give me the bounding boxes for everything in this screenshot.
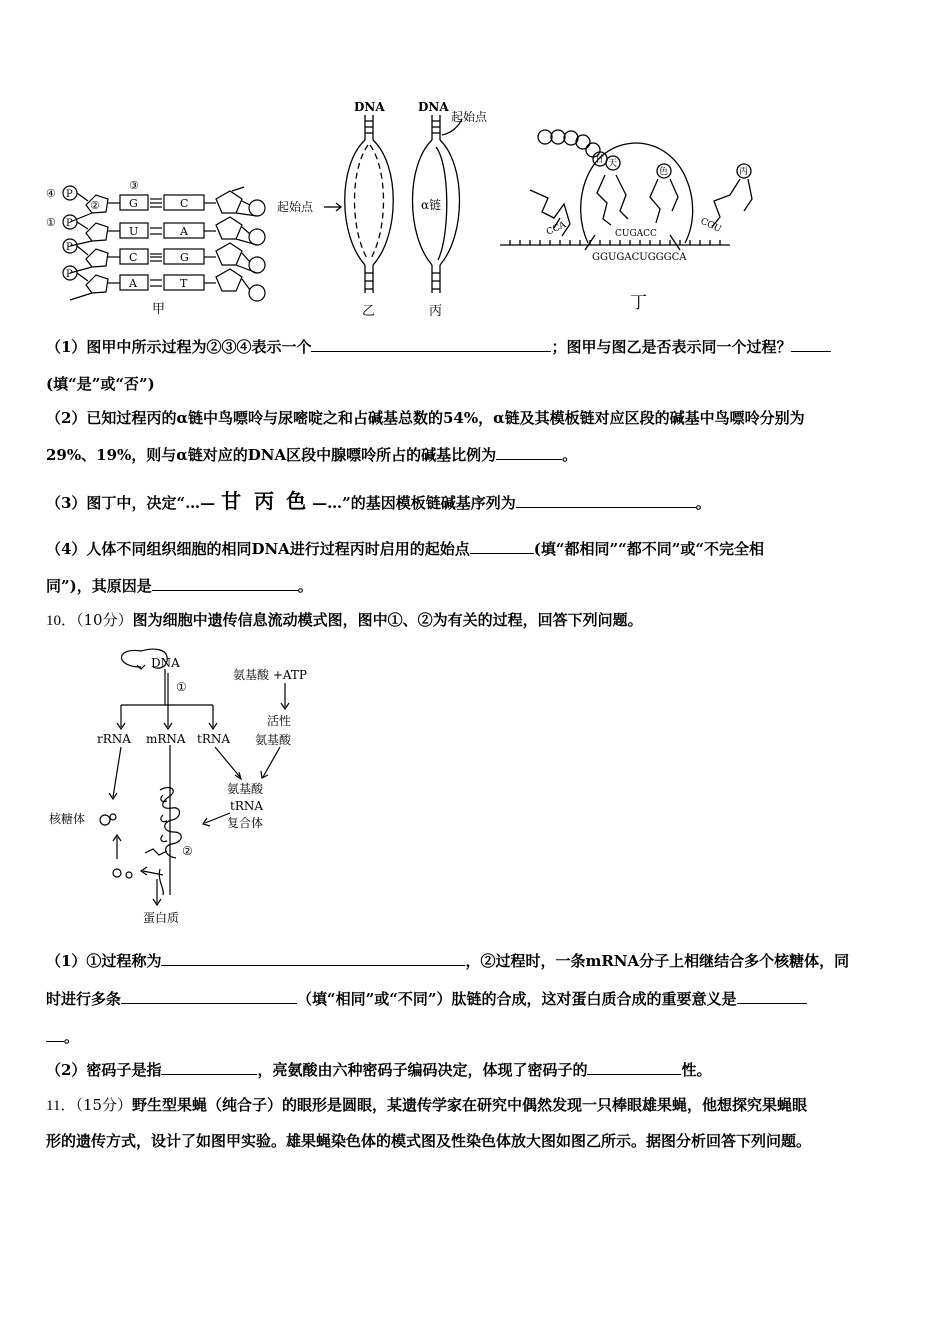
right-base: G	[180, 251, 189, 264]
q10-part1-cont: 时进行多条 （填“相同”或“不同”）肽链的合成，这对蛋白质合成的重要意义是	[46, 988, 910, 1010]
yi-dna-label: DNA	[354, 100, 385, 114]
right-base: A	[180, 225, 188, 238]
q9-part1-note: (填“是”或“否”)	[46, 375, 155, 393]
q10-rrna-label: rRNA	[97, 732, 131, 746]
ding-aa-ala: 丙	[739, 167, 749, 177]
sugar-number-label: ②	[90, 199, 100, 212]
caption-ding: 丁	[630, 293, 647, 313]
answer-blank[interactable]	[516, 493, 696, 508]
aa-gly-glyph: 甘	[221, 489, 243, 513]
ding-anticodon: CUGACC	[615, 229, 657, 239]
figure-yi	[324, 115, 393, 293]
left-base: U	[129, 225, 139, 238]
caption-jia: 甲	[152, 302, 166, 317]
q10-stem: 10．（10分）图为细胞中遗传信息流动模式图，图中①、②为有关的过程，回答下列问题。	[46, 611, 643, 629]
aa-trp-glyph: 色	[286, 489, 307, 513]
q10-mrna-label: mRNA	[146, 732, 186, 746]
q10-active-aa-label: 氨基酸	[255, 733, 292, 747]
q10-complex-label: 复合体	[227, 816, 264, 830]
q10-part1-end: 。	[46, 1026, 910, 1048]
caption-yi: 乙	[362, 304, 376, 319]
q9-part4: （4）人体不同组织细胞的相同DNA进行过程丙时启用的起始点 (填“都相同”“都不同”或“不完全相	[46, 540, 765, 558]
yi-origin-label: 起始点	[277, 200, 314, 214]
left-base: A	[129, 277, 137, 290]
answer-blank[interactable]	[161, 951, 465, 966]
figure-top	[40, 95, 749, 325]
phosphate-label: P	[66, 218, 73, 229]
q10-step2-label: ②	[182, 844, 193, 858]
answer-blank[interactable]	[737, 989, 807, 1004]
phosphate-label: P	[66, 269, 73, 280]
left-base: G	[129, 197, 138, 210]
q11-stem: 11．（15分）野生型果蝇（纯合子）的眼形是圆眼，某遗传学家在研究中偶然发现一只棒眼雄果蝇，他想探究果蝇眼	[46, 1096, 808, 1114]
answer-blank[interactable]	[152, 576, 298, 591]
aa-ala-glyph: 丙	[254, 489, 275, 513]
answer-blank[interactable]	[587, 1060, 681, 1075]
answer-blank[interactable]	[470, 539, 534, 554]
phosphate-label: P	[66, 189, 73, 200]
bing-alpha-label: α链	[421, 198, 442, 212]
ding-trna-right: CGU	[698, 216, 723, 235]
q10-part2: （2）密码子是指 ，亮氨酸由六种密码子编码决定，体现了密码子的 性。	[46, 1061, 712, 1079]
marker-1: ①	[46, 216, 56, 229]
answer-blank[interactable]	[496, 445, 562, 460]
ding-aa-gly: 甘	[595, 155, 605, 165]
ding-mrna: GGUGACUGGGCA	[592, 252, 687, 263]
q10-dna-label: DNA	[151, 656, 180, 670]
ding-aa-asp: 天	[608, 159, 618, 169]
q10-active-aa-label: 活性	[267, 714, 292, 728]
marker-4: ④	[46, 187, 56, 200]
answer-blank[interactable]	[46, 1027, 64, 1042]
q10-step1-label: ①	[176, 680, 187, 694]
caption-bing: 丙	[429, 304, 443, 319]
answer-blank[interactable]	[791, 337, 831, 352]
right-base: C	[180, 197, 189, 210]
q10-complex-label: tRNA	[230, 799, 264, 813]
left-base: C	[129, 251, 138, 264]
answer-blank[interactable]	[311, 337, 551, 352]
q10-complex-label: 氨基酸	[227, 782, 264, 796]
q10-trna-label: tRNA	[197, 732, 231, 746]
answer-blank[interactable]	[161, 1060, 257, 1075]
q11-stem-cont: 形的遗传方式，设计了如图甲实验。雄果蝇染色体的模式图及性染色体放大图如图乙所示。据图分析回答下列问题。	[46, 1132, 812, 1150]
base-number-label: ③	[129, 179, 139, 192]
q9-part4-cont: 同”)，其原因是 。	[46, 577, 313, 595]
right-base: T	[180, 277, 188, 290]
q9-part1: （1）图甲中所示过程为②③④表示一个 ；图甲与图乙是否表示同一个过程？	[46, 336, 910, 358]
phosphate-label: P	[66, 242, 73, 253]
q9-part2-cont: 29%、19%，则与α链对应的DNA区段中腺嘌呤所占的碱基比例为 。	[46, 446, 578, 464]
q9-part3: （3）图丁中，决定“…— 甘 丙 色 —…”的基因模板链碱基序列为 。	[46, 489, 711, 513]
q10-protein-label: 蛋白质	[143, 911, 180, 925]
q10-part1: （1）①过程称为 ，②过程时，一条mRNA分子上相继结合多个核糖体，同	[46, 952, 850, 970]
q9-part2: （2）已知过程丙的α链中鸟嘌呤与尿嘧啶之和占碱基总数的54%，α链及其模板链对应区段的碱基中鸟嘌呤分别为	[46, 409, 805, 427]
q10-ribosome-label: 核糖体	[49, 812, 86, 826]
answer-blank[interactable]	[121, 989, 297, 1004]
ding-aa-trp: 色	[659, 167, 669, 177]
bing-origin-label: 起始点	[451, 110, 488, 124]
ding-trna-left: CCA	[545, 220, 568, 238]
figure-q10	[45, 645, 345, 930]
q10-aa-atp-label: 氨基酸 +ATP	[233, 668, 307, 682]
bing-dna-label: DNA	[418, 100, 449, 114]
